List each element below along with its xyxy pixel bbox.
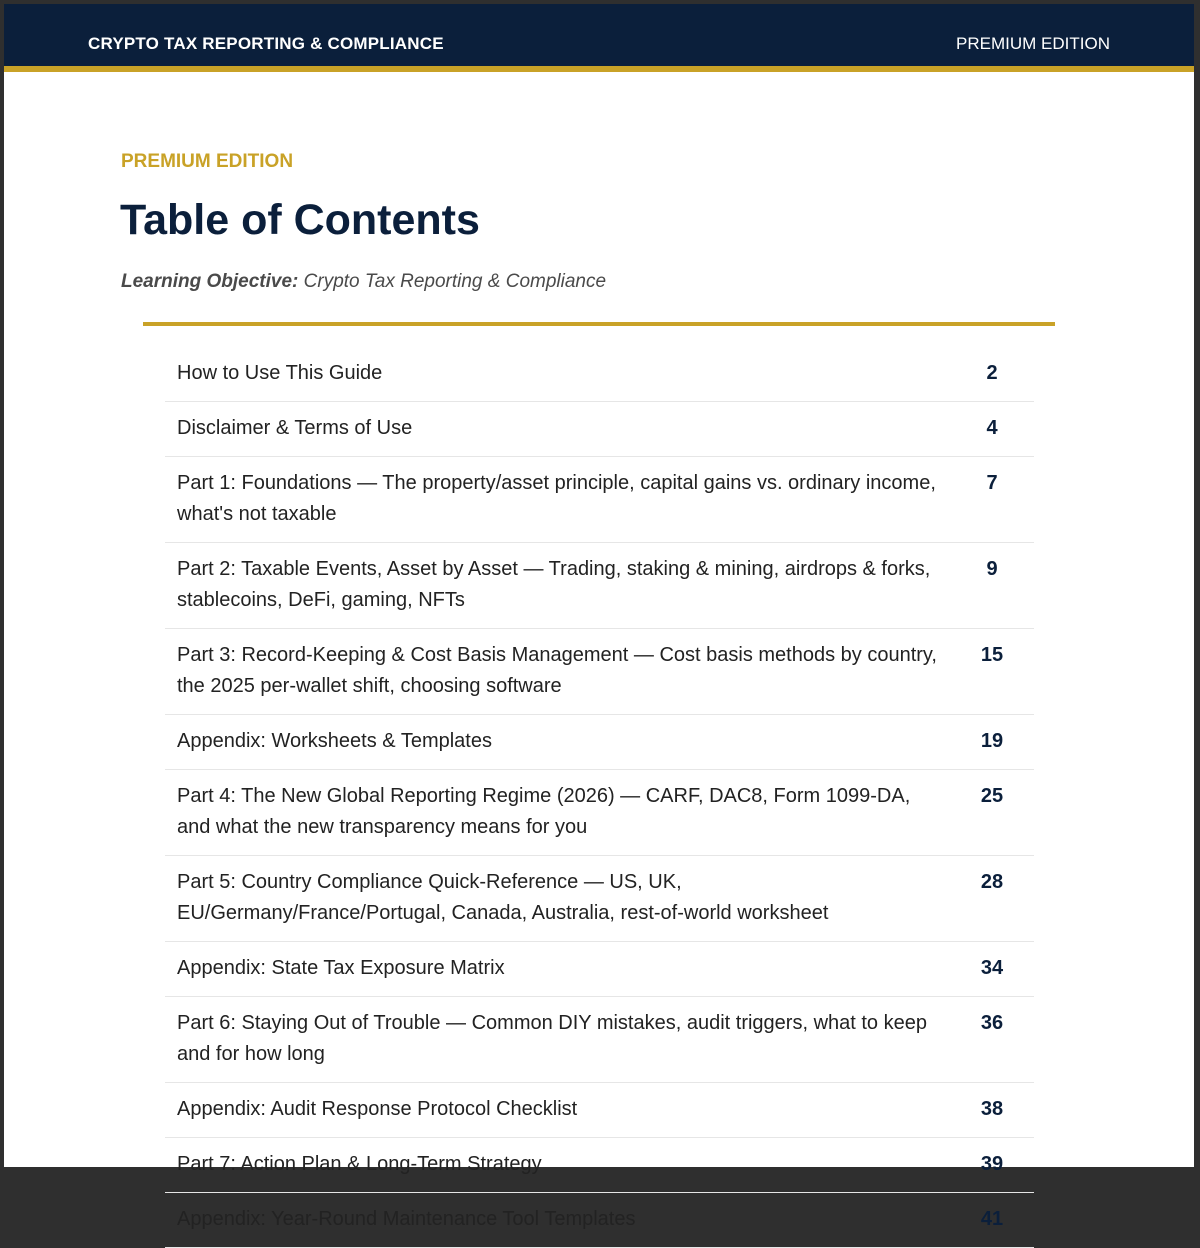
- toc-entry-page-number: 4: [986, 417, 998, 439]
- toc-entry-page-number: 28: [980, 871, 1004, 893]
- toc-entry[interactable]: [165, 402, 1034, 457]
- learning-objective-label: Learning Objective:: [121, 271, 299, 292]
- toc-entry-title: Part 3: Record-Keeping & Cost Basis Management — Cost basis methods by country, the 2025 per-wallet shift, choosing software: [177, 644, 937, 697]
- toc-entry-title: Disclaimer & Terms of Use: [177, 417, 413, 439]
- section-divider: [143, 322, 1055, 326]
- toc-entry[interactable]: [165, 629, 1034, 715]
- toc-entry[interactable]: [165, 715, 1034, 770]
- toc-entry-title: Appendix: Audit Response Protocol Checklist: [177, 1098, 578, 1120]
- toc-entry[interactable]: [165, 856, 1034, 942]
- toc-entry[interactable]: [165, 1138, 1034, 1193]
- header-title: CRYPTO TAX REPORTING & COMPLIANCE: [88, 34, 444, 53]
- toc-entry-title: Appendix: State Tax Exposure Matrix: [177, 957, 505, 979]
- toc-entry-title: Part 1: Foundations — The property/asset principle, capital gains vs. ordinary income, what's not taxable: [177, 472, 936, 525]
- toc-entry-title: Part 4: The New Global Reporting Regime (2026) — CARF, DAC8, Form 1099-DA, and what the new transparency means for you: [177, 785, 911, 838]
- toc-entry-title: Part 6: Staying Out of Trouble — Common DIY mistakes, audit triggers, what to keep and for how long: [177, 1012, 927, 1065]
- learning-objective-text: Crypto Tax Reporting & Compliance: [303, 271, 607, 292]
- toc-entry-page-number: 2: [986, 362, 998, 384]
- toc-entry-title: Appendix: Year-Round Maintenance Tool Templates: [177, 1208, 636, 1230]
- toc-entry-page-number: 7: [986, 472, 998, 494]
- toc-entry-page-number: 25: [980, 785, 1004, 807]
- toc-entry[interactable]: [165, 770, 1034, 856]
- toc-entry-page-number: 15: [980, 644, 1004, 666]
- toc-entry-page-number: 36: [980, 1012, 1004, 1034]
- toc-entry-page-number: 9: [986, 558, 998, 580]
- toc-entry[interactable]: [165, 1193, 1034, 1248]
- toc-entry-title: Part 7: Action Plan & Long-Term Strategy: [177, 1153, 542, 1175]
- toc-entry-title: Part 5: Country Compliance Quick-Reference — US, UK, EU/Germany/France/Portugal, Canada, Australia, rest-of-world worksheet: [177, 871, 829, 924]
- document-page: [4, 4, 1194, 1230]
- learning-objective: [121, 271, 606, 293]
- toc-entry-page-number: 34: [980, 957, 1004, 979]
- toc-entry-title: Appendix: Worksheets & Templates: [177, 730, 492, 752]
- table-of-contents: [165, 347, 1034, 1248]
- toc-entry[interactable]: [165, 347, 1034, 402]
- edition-eyebrow: PREMIUM EDITION: [121, 151, 294, 172]
- toc-entry[interactable]: [165, 457, 1034, 543]
- toc-entry[interactable]: [165, 942, 1034, 997]
- toc-entry[interactable]: [165, 1083, 1034, 1138]
- toc-entry-page-number: 39: [980, 1153, 1004, 1175]
- toc-entry[interactable]: [165, 543, 1034, 629]
- header-edition: PREMIUM EDITION: [956, 34, 1110, 53]
- header-gold-rule: [4, 66, 1194, 72]
- toc-entry-page-number: 38: [980, 1098, 1004, 1120]
- toc-entry-page-number: 19: [980, 730, 1004, 752]
- toc-entry-title: How to Use This Guide: [177, 362, 383, 384]
- toc-entry-title: Part 2: Taxable Events, Asset by Asset — Trading, staking & mining, airdrops & forks, stablecoins, DeFi, gaming, NFTs: [177, 558, 931, 611]
- toc-entry[interactable]: [165, 997, 1034, 1083]
- page-header: [4, 4, 1194, 66]
- toc-entry-page-number: 41: [980, 1208, 1004, 1230]
- page-title: Table of Contents: [120, 196, 480, 244]
